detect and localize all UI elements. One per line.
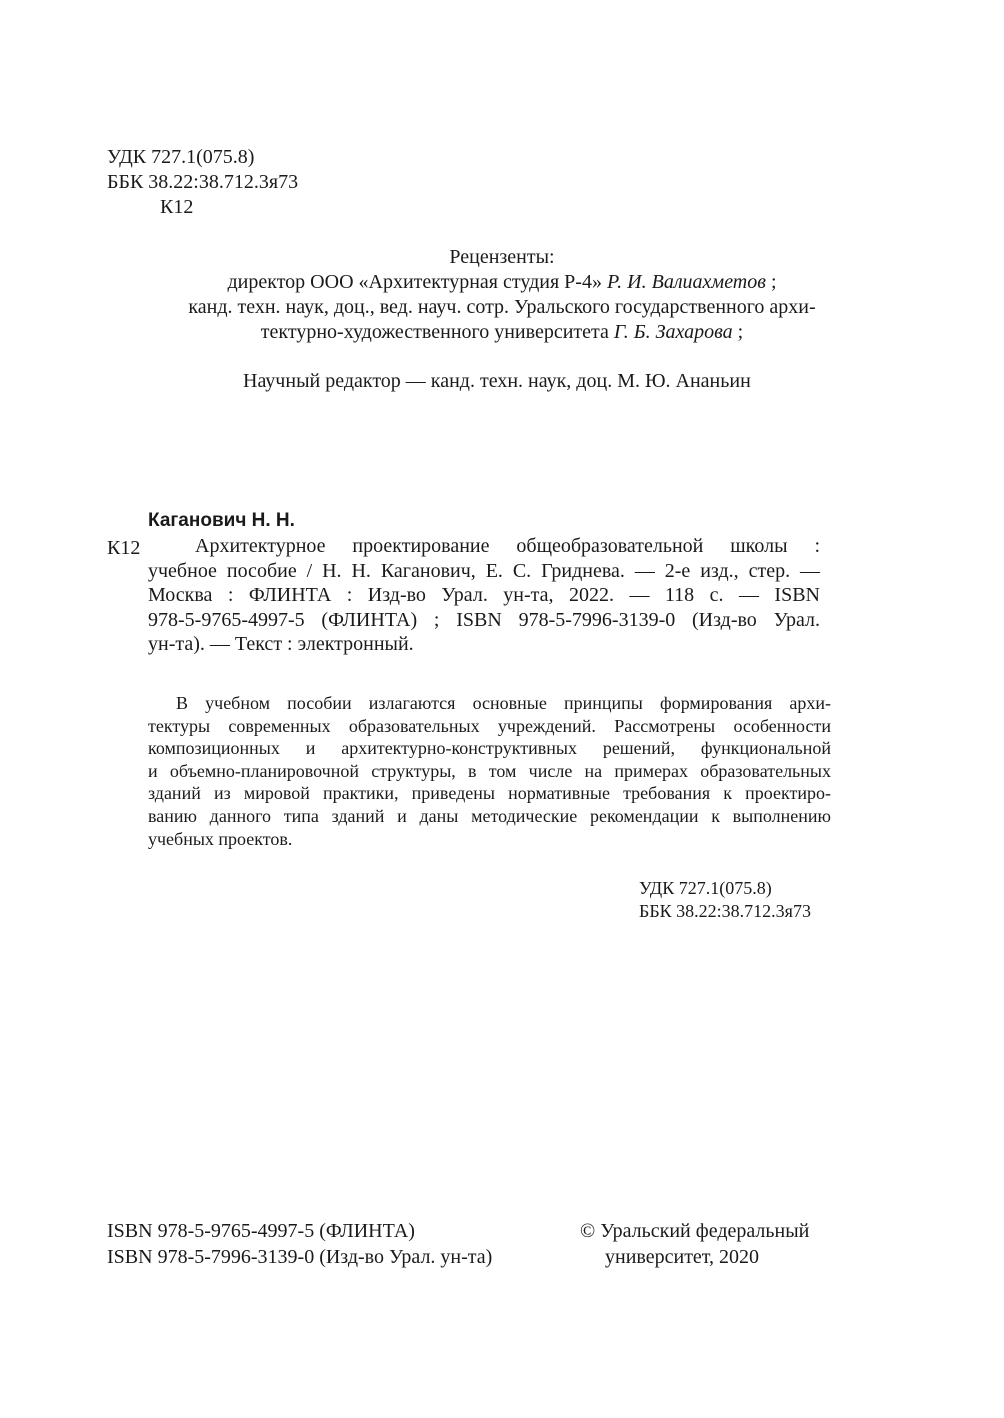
author-mark-top: К12 <box>160 196 194 218</box>
reviewers-heading: Рецензенты: <box>449 246 555 268</box>
reviewer-2-affiliation: тектурно-художественного университета <box>260 321 609 343</box>
annotation-line: композиционных и архитектурно-конструктивных решений, функциональной <box>148 738 831 759</box>
isbn-flinta: ISBN 978-5-9765-4997-5 (ФЛИНТА) <box>107 1220 415 1242</box>
copyright-line-2: университет, 2020 <box>605 1246 760 1268</box>
annotation-line: В учебном пособии излагаются основные принципы формирования архи- <box>176 693 831 713</box>
udk-code-top: УДК 727.1(075.8) <box>107 146 255 168</box>
record-author: Каганович Н. Н. <box>148 510 295 531</box>
bib-line: Архитектурное проектирование общеобразовательной школы : <box>195 535 820 557</box>
bib-line: учебное пособие / Н. Н. Каганович, Е. С. Гриднева. — 2-е изд., стер. — <box>148 559 820 582</box>
reviewer-line-1 <box>0 270 1004 294</box>
bib-line: Москва : ФЛИНТА : Изд-во Урал. ун-та, 2022. — 118 с. — ISBN <box>148 584 820 606</box>
annotation-line: и объемно-планировочной структуры, в том числе на примерах образовательных <box>148 760 831 781</box>
reviewer-2-name: Г. Б. Захарова <box>613 321 733 343</box>
udk-code-bottom: УДК 727.1(075.8) <box>639 878 772 898</box>
bbk-code-bottom: ББК 38.22:38.712.3я73 <box>639 901 811 921</box>
bibliographic-description <box>148 534 820 657</box>
reviewer-2-punct: ; <box>737 321 744 343</box>
record-author-mark: К12 <box>107 537 141 559</box>
reviewer-line-3 <box>0 320 1004 344</box>
reviewer-1-punct: ; <box>770 271 777 293</box>
isbn-ural: ISBN 978-5-7996-3139-0 (Изд-во Урал. ун-та) <box>107 1246 493 1268</box>
bib-line: ун-та). — Текст : электронный. <box>148 633 414 655</box>
scientific-editor: Научный редактор — канд. техн. наук, доц. М. Ю. Ананьин <box>243 370 751 392</box>
annotation-line: учебных проектов. <box>148 828 293 849</box>
annotation <box>148 692 831 850</box>
reviewer-1-name: Р. И. Валиахметов <box>606 271 766 293</box>
annotation-line: тектуры современных образовательных учреждений. Рассмотрены особенности <box>148 715 831 736</box>
copyright-line-1: © Уральский федеральный <box>580 1220 810 1242</box>
reviewer-line-2: канд. техн. наук, доц., вед. науч. сотр. Уральского государственного архи- <box>188 296 816 318</box>
annotation-line: ванию данного типа зданий и даны методические рекомендации к выполнению <box>148 805 831 826</box>
bbk-code-top: ББК 38.22:38.712.3я73 <box>107 171 299 193</box>
bib-line: 978-5-9765-4997-5 (ФЛИНТА) ; ISBN 978-5-7996-3139-0 (Изд-во Урал. <box>148 608 820 631</box>
annotation-line: зданий из мировой практики, приведены нормативные требования к проектиро- <box>148 783 831 804</box>
reviewer-1-position: директор ООО «Архитектурная студия Р-4» <box>227 271 602 293</box>
